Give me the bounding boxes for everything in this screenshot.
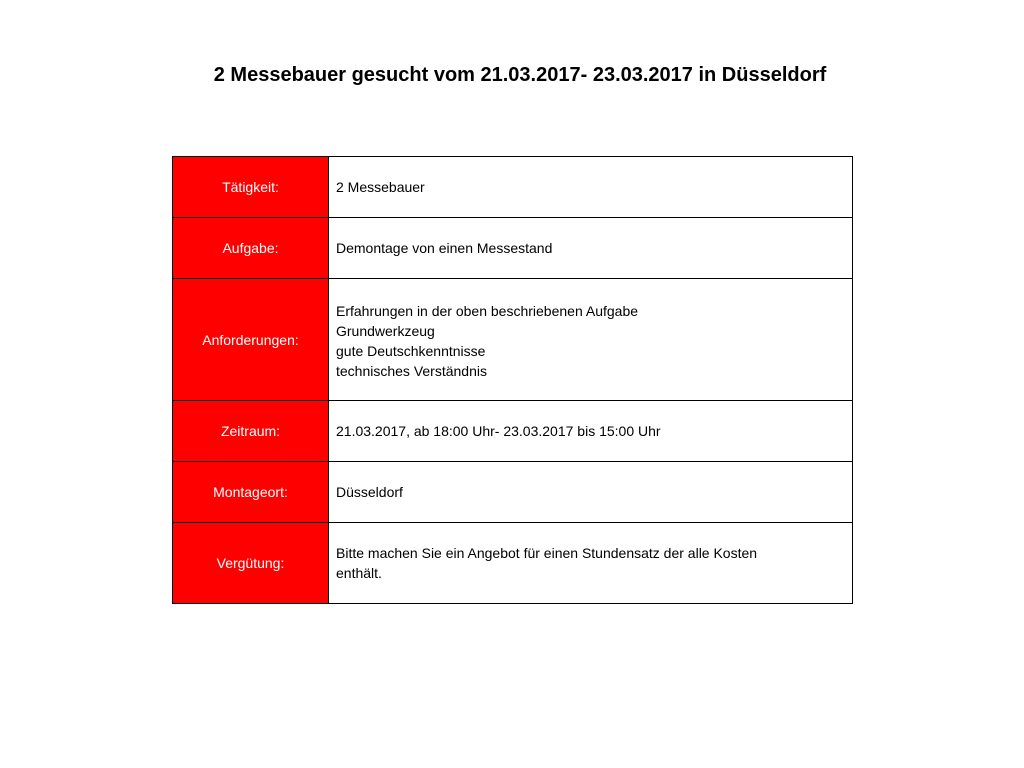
page-title: 2 Messebauer gesucht vom 21.03.2017- 23.03.2017 in Düsseldorf bbox=[213, 64, 827, 86]
value-montageort: Düsseldorf bbox=[329, 462, 853, 523]
table-row-verguetung bbox=[173, 523, 853, 604]
value-anforderungen bbox=[329, 279, 853, 401]
label-zeitraum: Zeitraum: bbox=[173, 401, 329, 462]
value-aufgabe: Demontage von einen Messestand bbox=[329, 218, 853, 279]
requirement-line: Grundwerkzeug bbox=[336, 323, 435, 339]
label-aufgabe: Aufgabe: bbox=[173, 218, 329, 279]
label-anforderungen: Anforderungen: bbox=[173, 279, 329, 401]
requirement-line: technisches Verständnis bbox=[336, 363, 487, 379]
value-verguetung bbox=[329, 523, 853, 604]
label-verguetung: Vergütung: bbox=[173, 523, 329, 604]
table-row-anforderungen bbox=[173, 279, 853, 401]
table-row-aufgabe bbox=[173, 218, 853, 279]
label-montageort: Montageort: bbox=[173, 462, 329, 523]
value-zeitraum: 21.03.2017, ab 18:00 Uhr- 23.03.2017 bis 15:00 Uhr bbox=[329, 401, 853, 462]
value-taetigkeit: 2 Messebauer bbox=[329, 157, 853, 218]
requirement-line: Erfahrungen in der oben beschriebenen Aufgabe bbox=[336, 303, 639, 319]
compensation-line: Bitte machen Sie ein Angebot für einen Stundensatz der alle Kosten bbox=[336, 545, 758, 561]
table-row-taetigkeit bbox=[173, 157, 853, 218]
job-details-table bbox=[172, 156, 853, 604]
table-row-zeitraum bbox=[173, 401, 853, 462]
table-row-montageort bbox=[173, 462, 853, 523]
label-taetigkeit: Tätigkeit: bbox=[173, 157, 329, 218]
compensation-line: enthält. bbox=[336, 565, 382, 581]
requirement-line: gute Deutschkenntnisse bbox=[336, 343, 486, 359]
